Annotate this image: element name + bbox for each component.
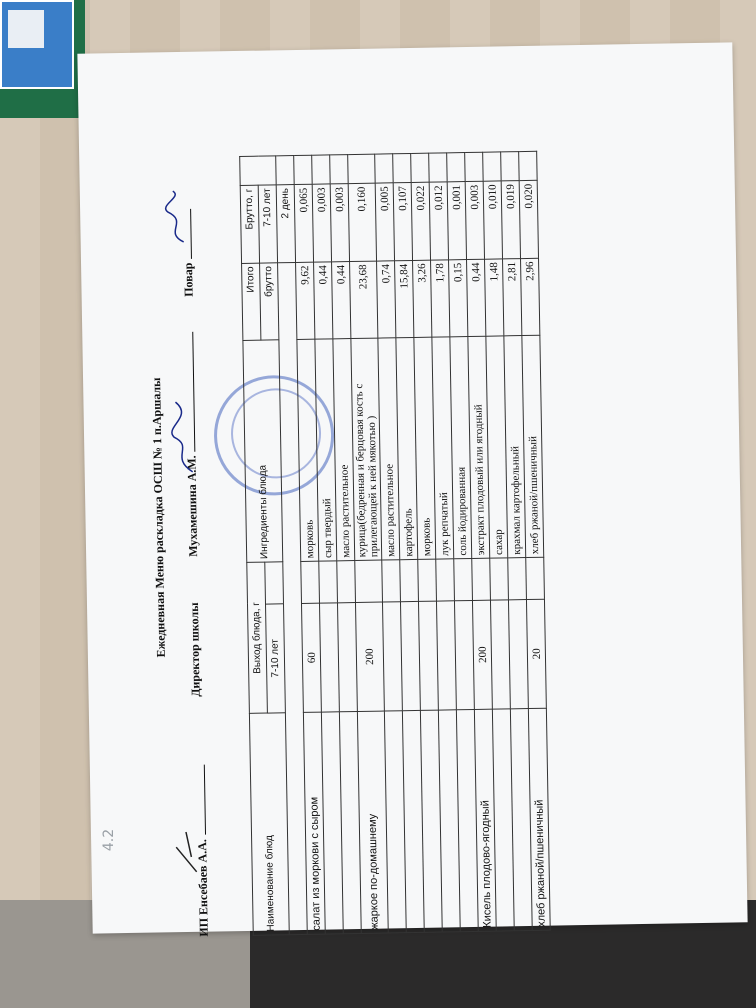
cell-total: 0,44 — [332, 261, 351, 339]
cell-blank — [418, 560, 437, 602]
cell-blank — [508, 558, 527, 600]
cell-blank — [301, 562, 320, 604]
cell-ingredient: масло растительное — [333, 339, 355, 561]
cell-blank — [429, 153, 448, 182]
cell-blank — [526, 558, 545, 600]
cell-dish: салат из моркови с сыром — [303, 712, 325, 934]
menu-table — [239, 151, 551, 936]
header-blank — [240, 156, 276, 186]
cell-blank — [375, 154, 394, 183]
director-label: Директор школы — [186, 602, 203, 697]
cell-blank — [355, 561, 383, 603]
cell-gross: 0,005 — [375, 183, 394, 261]
cell-blank — [400, 560, 419, 602]
header-output-age: 7-10 лет — [266, 604, 286, 713]
cell-ingredient: курица(бедренная и берцовая кость с прилегающей к ней мякотью ) — [351, 339, 382, 561]
cell-output — [400, 601, 420, 710]
cell-gross: 0,065 — [294, 184, 313, 262]
cell-ingredient: масло растительное — [378, 338, 400, 560]
cell-output — [508, 599, 528, 708]
cell-total: 2,81 — [503, 258, 522, 336]
cell-ingredient: морковь — [414, 338, 436, 560]
cell-blank — [294, 155, 313, 184]
cell-dish: Кисель плодово-ягодный — [474, 709, 496, 931]
cell-total: 9,62 — [296, 262, 315, 340]
cell-blank — [501, 152, 520, 181]
header-dish-name: Наименование блюд — [249, 713, 289, 936]
cell-output: 200 — [472, 600, 492, 709]
cell-blank — [490, 558, 509, 600]
cell-output — [490, 600, 510, 709]
blue-folder — [0, 0, 74, 89]
cell-gross: 0,022 — [411, 182, 430, 260]
cell-gross: 0,160 — [348, 183, 376, 261]
cell-total: 15,84 — [395, 260, 414, 338]
cell-blank — [447, 153, 466, 182]
cell-gross: 0,019 — [501, 180, 520, 258]
cell-blank — [348, 154, 376, 183]
signature-cook — [158, 187, 195, 248]
day-blank — [276, 156, 295, 185]
cell-blank — [319, 561, 338, 603]
cell-ingredient: хлеб ржаной/пшеничный — [522, 336, 544, 558]
director-name: Мухамешина А.М. — [182, 331, 201, 557]
cell-gross: 0,107 — [393, 182, 412, 260]
signature-left — [171, 817, 202, 878]
cell-output — [319, 603, 339, 712]
signature-director — [163, 397, 200, 478]
cell-output — [337, 602, 357, 711]
pencil-page-number: 4.2 — [101, 828, 118, 852]
header-ingredients: Ингредиенты блюда — [243, 340, 283, 563]
cell-output — [382, 602, 402, 711]
cell-output — [454, 600, 474, 709]
cell-output: 200 — [355, 602, 384, 712]
document-title: Ежедневная Меню раскладка ОСШ № 1 п.Аршалы — [149, 377, 168, 658]
cell-blank — [483, 152, 502, 181]
left-signatory: ИП Енсебаев А.А. — [194, 765, 212, 937]
cell-total: 0,44 — [467, 259, 486, 337]
cell-blank — [382, 560, 401, 602]
cell-gross: 0,001 — [447, 181, 466, 259]
cell-total: 0,74 — [377, 260, 396, 338]
header-total-sub: брутто — [260, 262, 279, 340]
header-total: Итого — [242, 263, 261, 341]
cell-ingredient: экстракт плодовый или ягодный — [468, 337, 490, 559]
menu-rows — [294, 151, 551, 934]
folder-label — [8, 10, 44, 48]
cell-gross: 0,010 — [483, 181, 502, 259]
menu-document — [139, 128, 713, 938]
cell-ingredient: картофель — [396, 338, 418, 560]
header-gross: Брутто, г — [240, 185, 259, 263]
cell-gross: 0,012 — [429, 182, 448, 260]
cook-label: Повар — [180, 209, 197, 297]
cell-blank — [465, 152, 484, 181]
cell-blank — [330, 155, 349, 184]
cell-blank — [411, 153, 430, 182]
header-output-blank — [265, 562, 284, 604]
cell-gross: 0,003 — [312, 184, 331, 262]
cell-output — [418, 601, 438, 710]
cell-total: 0,15 — [449, 259, 468, 337]
cell-ingredient: сыр твердый — [315, 339, 337, 561]
header-output: Выход блюда, г — [247, 563, 268, 714]
cell-total: 0,44 — [314, 262, 333, 340]
cell-dish: жаркое по-домашнему — [357, 711, 388, 933]
cell-blank — [472, 559, 491, 601]
cell-total: 2,96 — [521, 258, 540, 336]
cell-ingredient: сахар — [486, 336, 508, 558]
cell-total: 23,68 — [350, 261, 378, 339]
cell-ingredient: соль йодированная — [450, 337, 472, 559]
document-paper — [77, 42, 747, 937]
cell-ingredient: морковь — [297, 340, 319, 562]
cell-total: 3,26 — [413, 260, 432, 338]
cell-blank — [312, 155, 331, 184]
cell-ingredient: лук репчатый — [432, 337, 454, 559]
cell-blank — [519, 151, 538, 180]
cell-output: 20 — [526, 599, 546, 708]
cell-output — [436, 601, 456, 710]
cell-dish: хлеб ржаной/пшеничный — [528, 708, 550, 930]
cell-total: 1,78 — [431, 259, 450, 337]
cell-blank — [393, 153, 412, 182]
cell-gross: 0,003 — [330, 183, 349, 261]
cell-gross: 0,003 — [465, 181, 484, 259]
day-label: 2 день — [276, 184, 295, 262]
cell-gross: 0,020 — [519, 180, 538, 258]
cell-output: 60 — [301, 603, 321, 712]
cell-blank — [337, 561, 356, 603]
cell-blank — [454, 559, 473, 601]
header-gross-age: 7-10 лет — [258, 185, 277, 263]
cell-ingredient: крахмал картофельный — [504, 336, 526, 558]
cell-blank — [436, 559, 455, 601]
cell-total: 1,48 — [485, 259, 504, 337]
